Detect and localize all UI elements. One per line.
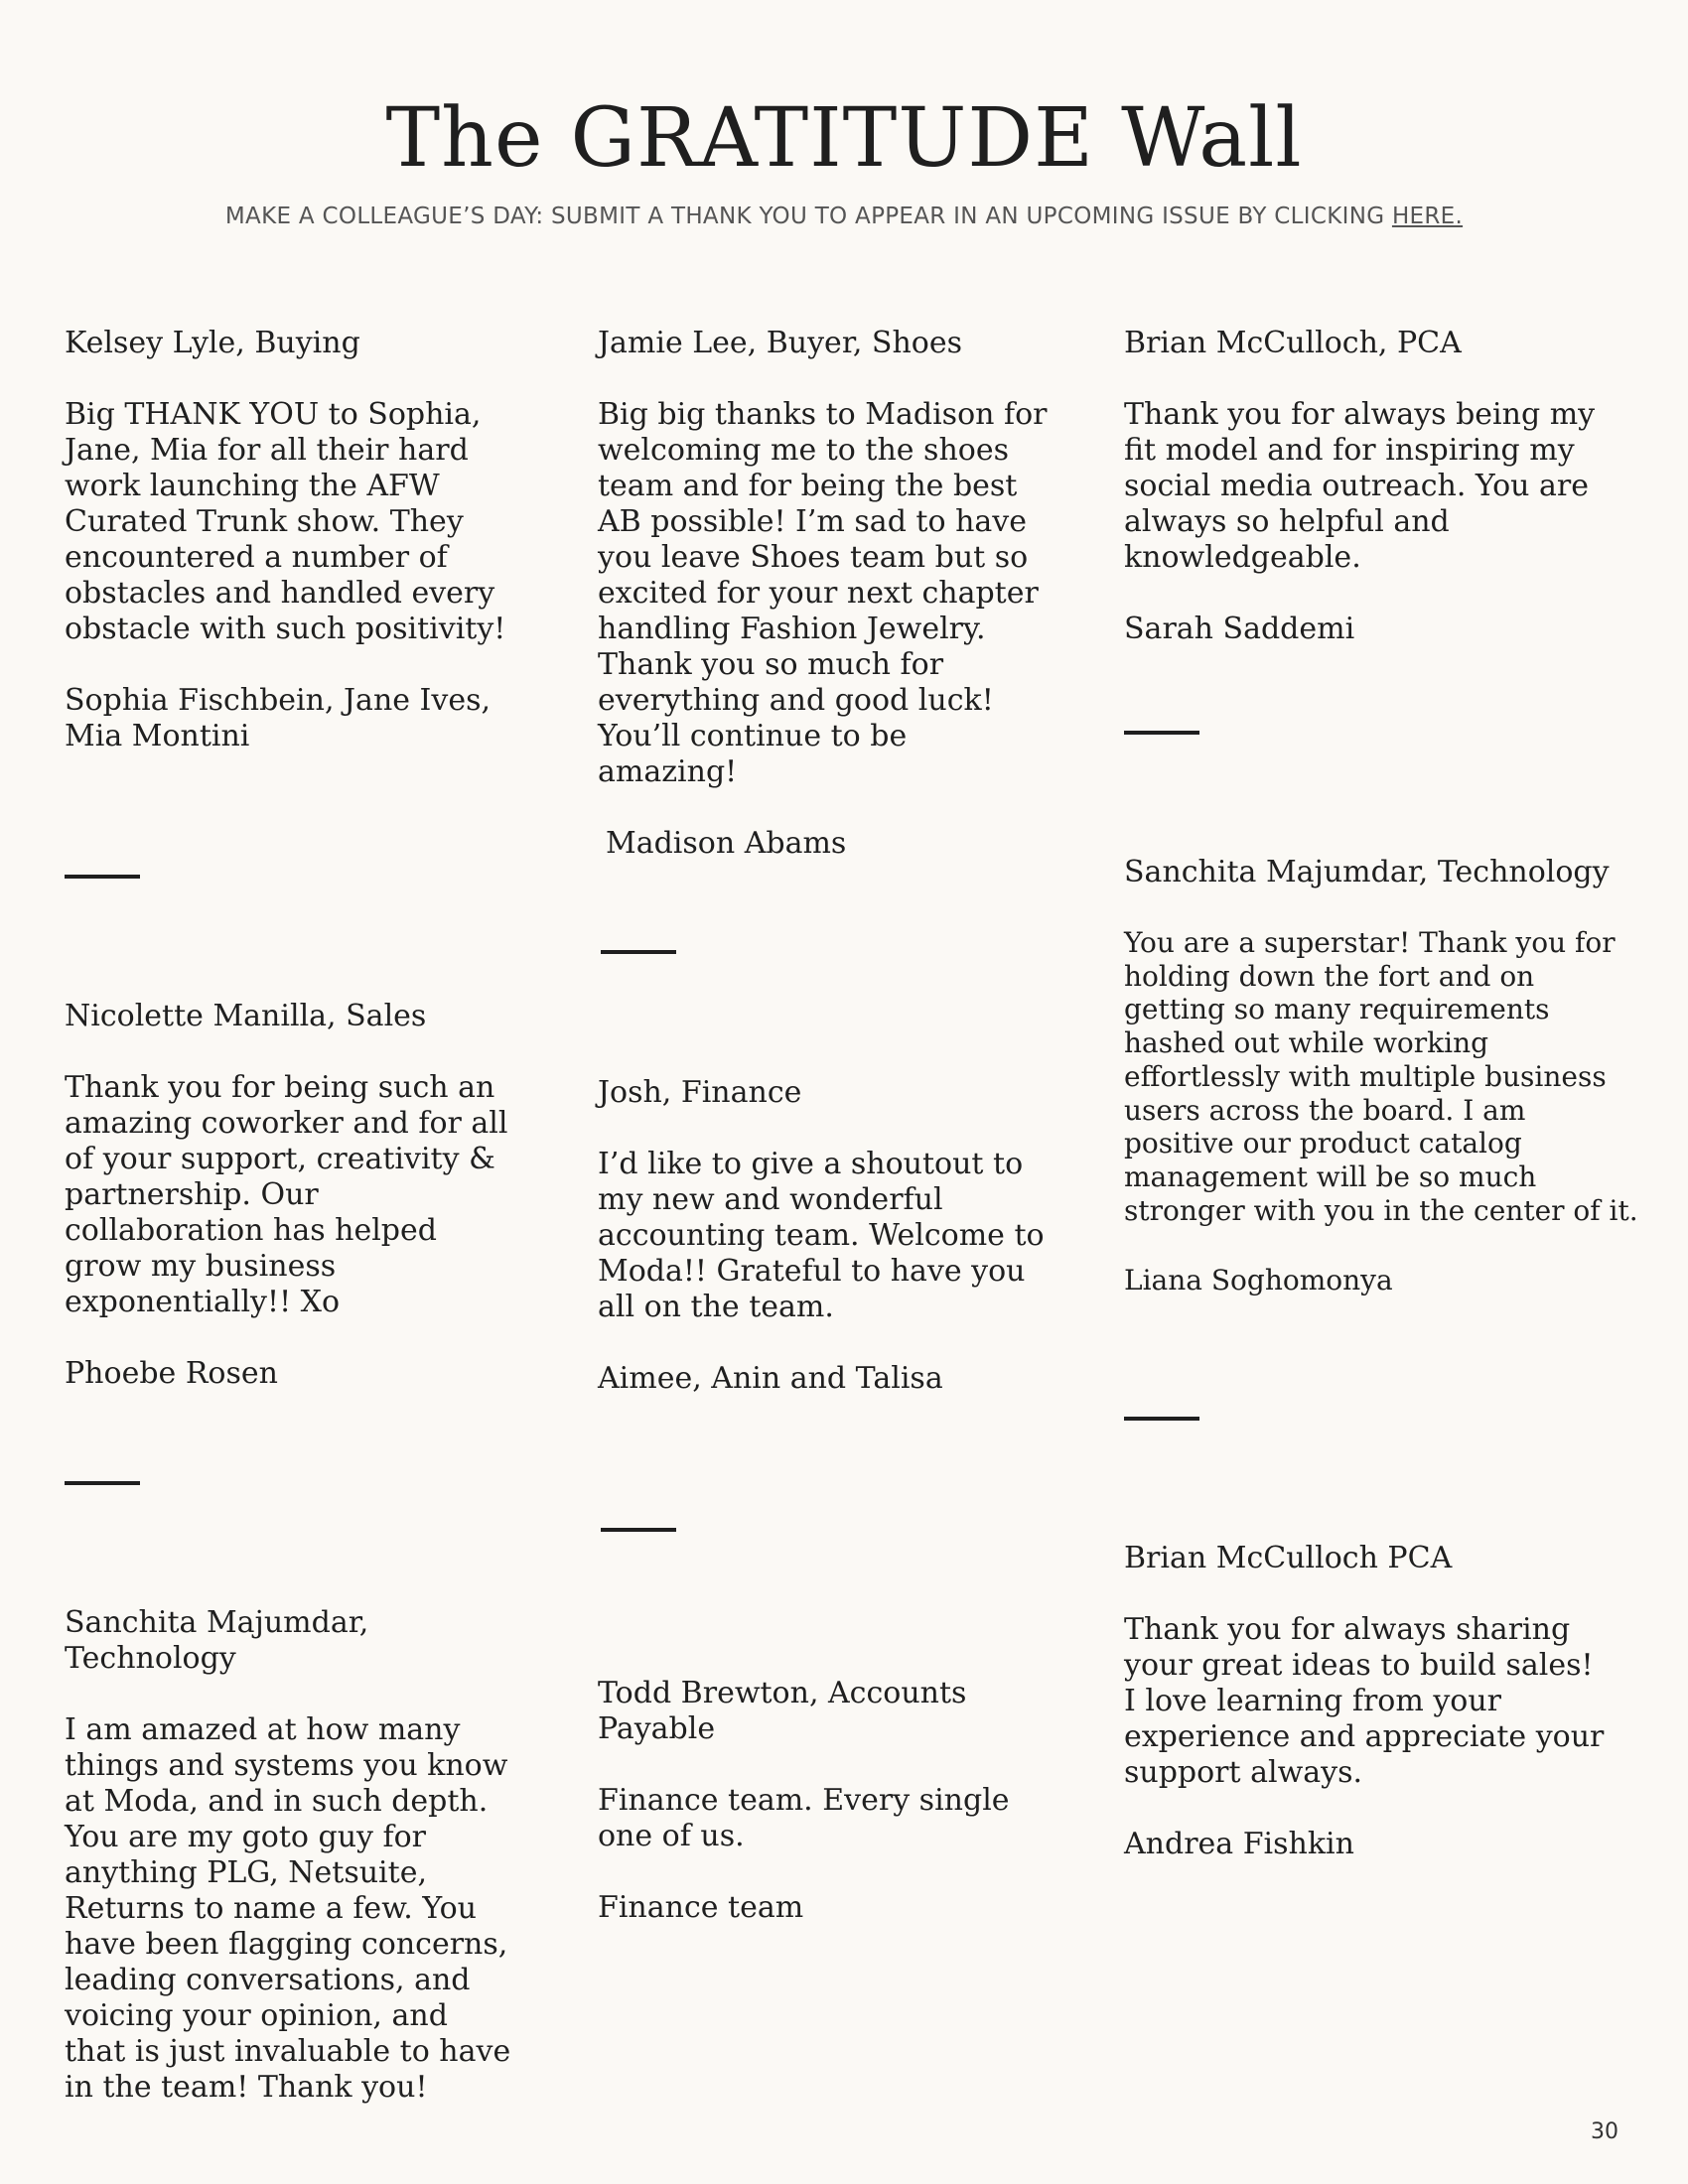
subtitle-text: MAKE A COLLEAGUE’S DAY: SUBMIT A THANK YOU TO APPEAR IN AN UPCOMING ISSUE BY CLICKING: [224, 204, 1392, 229]
entry-message: You are a superstar! Thank you for holding down the fort and on getting so many requirements hashed out while working effortlessly with multiple business users across the board. I am positive our product catalog management will be so much stronger with you in the center of it.: [1124, 926, 1638, 1227]
entry-recipient: Sanchita Majumdar, Technology: [1124, 855, 1610, 889]
divider: [65, 875, 140, 879]
gratitude-entry: [65, 999, 521, 1392]
entry-message: Finance team. Every single one of us.: [598, 1783, 1010, 1853]
entry-recipient: Josh, Finance: [598, 1075, 802, 1110]
divider: [601, 1528, 676, 1532]
entry-signature: Sophia Fischbein, Jane Ives, Mia Montini: [65, 683, 492, 753]
gratitude-entry: [1124, 326, 1630, 647]
entry-recipient: Jamie Lee, Buyer, Shoes: [598, 326, 963, 360]
divider: [601, 950, 676, 954]
gratitude-entry: [65, 1605, 516, 2141]
gratitude-entry: [598, 1075, 1055, 1397]
entry-signature: Andrea Fishkin: [1124, 1827, 1354, 1861]
entry-signature: Madison Abams: [606, 826, 847, 861]
page-title: The GRATITUDE Wall: [385, 91, 1303, 186]
divider: [1124, 731, 1199, 735]
entry-message: I am amazed at how many things and systems you know at Moda, and in such depth. You are my goto guy for anything PLG, Netsuite, Returns to name a few. You have been flagging concerns, leading conversations, and voicing your opinion, and that is just invaluable to have in the team! Thank you!: [65, 1712, 511, 2105]
entry-recipient: Todd Brewton, Accounts Payable: [598, 1676, 967, 1746]
entry-signature: Aimee, Anin and Talisa: [598, 1361, 943, 1396]
divider: [1124, 1417, 1199, 1421]
divider: [65, 1481, 140, 1485]
entry-signature: Sarah Saddemi: [1124, 612, 1355, 646]
entry-message: I’d like to give a shoutout to my new and wonderful accounting team. Welcome to Moda!! Grateful to have you all on the team.: [598, 1147, 1045, 1324]
entry-recipient: Kelsey Lyle, Buying: [65, 326, 360, 360]
subtitle: [0, 204, 1688, 229]
entry-recipient: Brian McCulloch, PCA: [1124, 326, 1462, 360]
entry-signature: Phoebe Rosen: [65, 1356, 278, 1391]
page-number: 30: [1591, 2119, 1618, 2144]
gratitude-entry: [1124, 1541, 1611, 1862]
submit-here-link[interactable]: HERE.: [1391, 204, 1464, 229]
entry-signature: Finance team: [598, 1890, 804, 1925]
gratitude-entry: [1124, 855, 1640, 1298]
entry-message: Thank you for always being my fit model and for inspiring my social media outreach. You are always so helpful and knowledgeable.: [1124, 397, 1596, 575]
gratitude-entry: [598, 326, 1055, 862]
entry-message: Thank you for always sharing your great ideas to build sales! I love learning from your experience and appreciate your support always.: [1124, 1612, 1605, 1790]
entry-recipient: Sanchita Majumdar, Technology: [65, 1605, 369, 1676]
entry-recipient: Nicolette Manilla, Sales: [65, 999, 427, 1033]
gratitude-entry: [598, 1676, 1035, 1926]
gratitude-entry: [65, 326, 521, 754]
entry-recipient: Brian McCulloch PCA: [1124, 1541, 1453, 1575]
entry-message: Big THANK YOU to Sophia, Jane, Mia for all their hard work launching the AFW Curated Trunk show. They encountered a number of obstacles and handled every obstacle with such positivity!: [65, 397, 506, 646]
entry-signature: Liana Soghomonya: [1124, 1264, 1393, 1297]
entry-message: Thank you for being such an amazing coworker and for all of your support, creativity & partnership. Our collaboration has helped grow my business exponentially!! Xo: [65, 1070, 508, 1319]
entry-message: Big big thanks to Madison for welcoming me to the shoes team and for being the best AB possible! I’m sad to have you leave Shoes team but so excited for your next chapter handling Fashion Jewelry. Thank you so much for everything and good luck! You’ll continue to be amazing!: [598, 397, 1048, 789]
